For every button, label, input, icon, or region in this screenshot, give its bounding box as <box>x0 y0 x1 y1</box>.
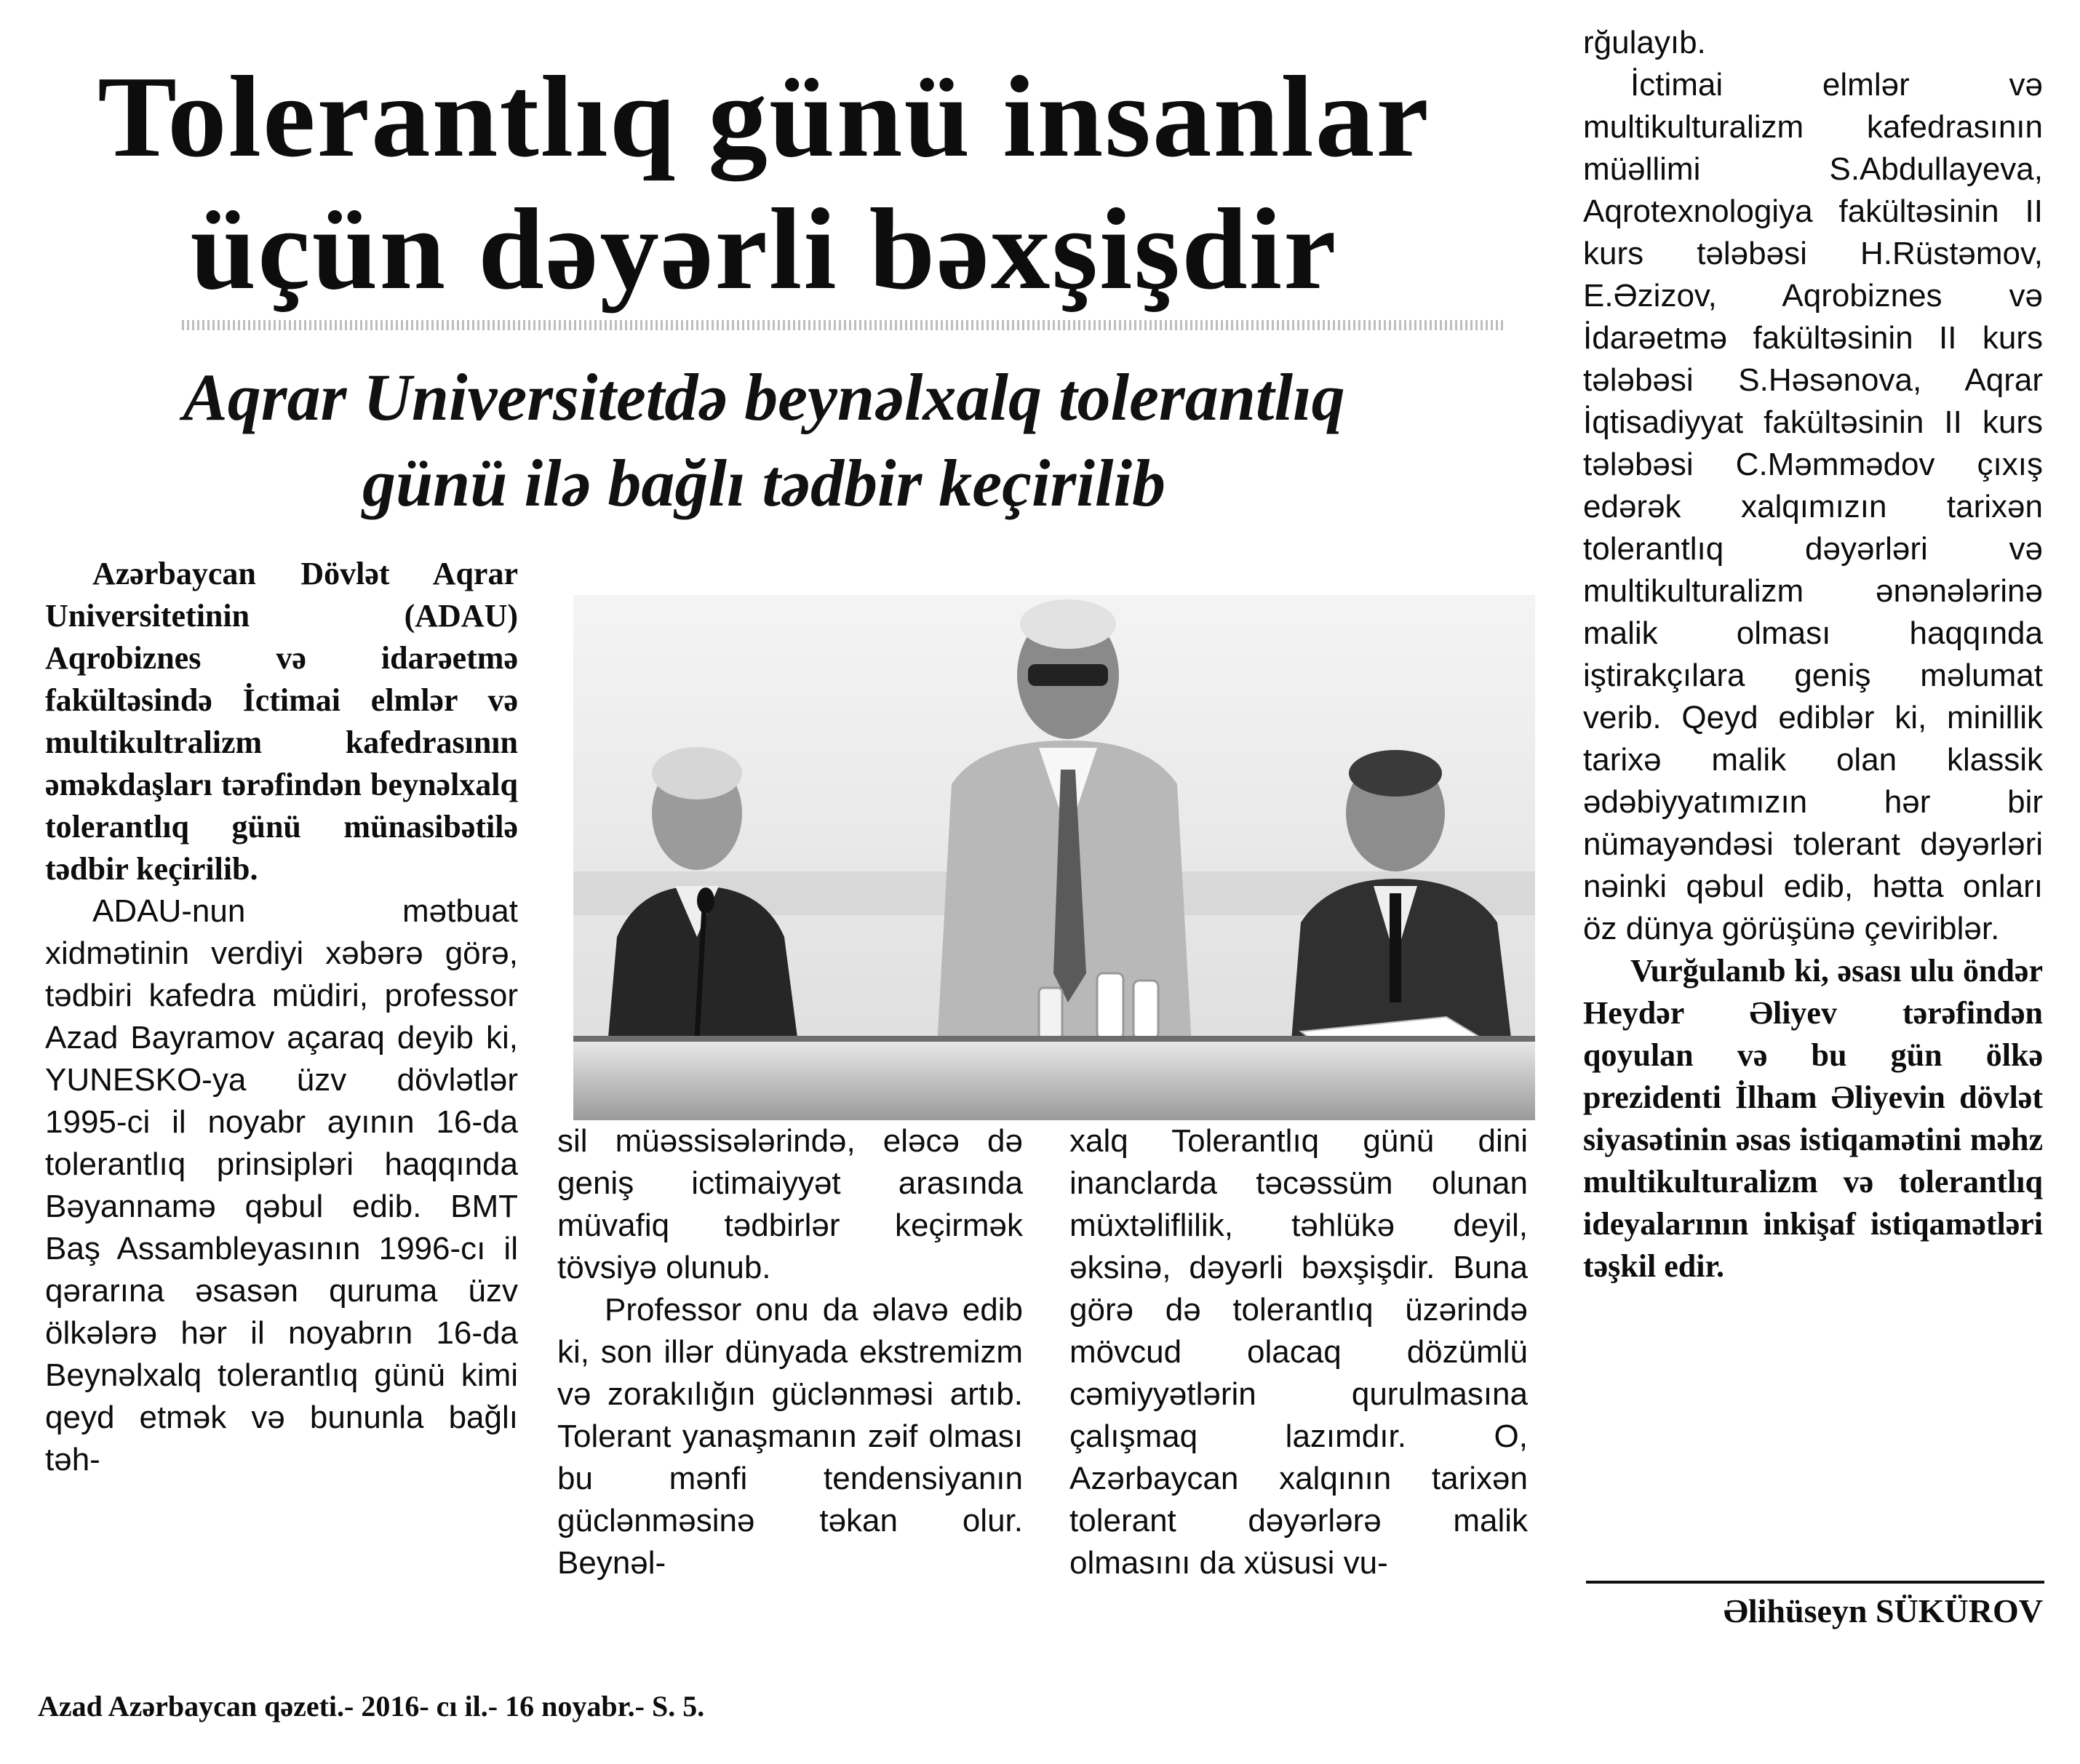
article-column-4 <box>1583 22 2043 1288</box>
body-paragraph: ADAU-nun mətbuat xidmətinin verdiyi xəbərə görə, tədbiri kafedra müdiri, professor Azad Bayramov açaraq deyib ki, YUNESKO-ya üzv dövlətlər 1995-ci il noyabr ayının 16-da tolerantlıq prinsipləri haqqında Bəyannamə qəbul edib. BMT Baş Assambleyasının 1996-cı il qərarına əsasən quruma üzv ölkələrə hər il noyabrın 16-da Beynəlxalq tolerantlıq günü kimi qeyd etmək və bununla bağlı təh- <box>45 893 518 1477</box>
subheadline-line-1: Aqrar Universitetdə beynəlxalq tolerantlıq <box>183 360 1345 434</box>
closing-paragraph: Vurğulanıb ki, əsası ulu öndər Heydər Əliyev tərəfindən qoyulan və bu gün ölkə prezidenti İlham Əliyevin dövlət siyasətinin əsas istiqamətini məhz multikulturalizm və tolerantlıq ideyalarının inkişaf istiqamətləri təşkil edir. <box>1583 953 2043 1284</box>
headline-line-1: Tolerantlıq günü insanlar <box>97 52 1430 181</box>
article-column-2 <box>557 1120 1023 1584</box>
headline-line-2: üçün dəyərli bəxşişdir <box>190 184 1338 314</box>
article-column-1 <box>45 553 518 1481</box>
body-paragraph: sil müəssisələrində, eləcə də geniş ictimaiyyət arasında müvafiq tədbirlər keçirmək tövsiyə olunub. <box>557 1123 1023 1285</box>
body-paragraph: xalq Tolerantlıq günü dini inanclarda təcəssüm olunan müxtəliflilik, təhlükə deyil, əksinə, dəyərli bəxşişdir. Buna görə də tolerantlıq üzərində mövcud olacaq dözümlü cəmiyyətlərin qurulmasına çalışmaq lazımdır. O, Azərbaycan xalqının tarixən tolerant dəyərlərə malik olmasını da xüsusi vu- <box>1069 1123 1528 1581</box>
body-paragraph: Professor onu da əlavə edib ki, son illər dünyada ekstremizm və zorakılığın güclənməsi artıb. Tolerant yanaşmanın zəif olması bu mənfi tendensiyanın güclənməsinə təkan olur. Beynəl- <box>557 1292 1023 1581</box>
article-column-3 <box>1069 1120 1528 1584</box>
body-paragraph: rğulayıb. <box>1583 25 1706 60</box>
body-paragraph: İctimai elmlər və multikulturalizm kafedrasının müəllimi S.Abdullayeva, Aqrotexnologiya fakültəsinin II kurs tələbəsi H.Rüstəmov, E.Əzizov, Aqrobiznes və İdarəetmə fakültəsinin II kurs tələbəsi S.Həsənova, Aqrar İqtisadiyyat fakültəsinin II kurs tələbəsi C.Məmmədov çıxış edərək xalqımızın tarixən tolerantlıq dəyərləri və multikulturalizm ənənələrinə malik olması haqqında iştirakçılara geniş məlumat verib. Qeyd ediblər ki, minillik tarixə malik olan klassik ədəbiyyatımızın hər bir nümayəndəsi tolerant dəyərləri nəinki qəbul edib, hətta onları öz dünya görüşünə çeviriblər. <box>1583 67 2043 946</box>
author-signature: Əlihüseyn SÜKÜROV <box>1723 1592 2043 1629</box>
subheadline-line-2: günü ilə bağlı tədbir keçirilib <box>362 446 1166 520</box>
lede-paragraph: Azərbaycan Dövlət Aqrar Universitetinin (ADAU) Aqrobiznes və idarəetmə fakültəsində İctimai elmlər və multikultralizm kafedrasının əməkdaşları tərəfindən beynəlxalq tolerantlıq günü münasibətilə tədbir keçirilib. <box>45 556 518 887</box>
signature-rule <box>1586 1581 2044 1584</box>
event-photo <box>573 595 1535 1120</box>
decorative-dotted-rule <box>182 320 1506 330</box>
source-citation: Azad Azərbaycan qəzeti.- 2016- cı il.- 16 noyabr.- S. 5. <box>38 1690 705 1723</box>
